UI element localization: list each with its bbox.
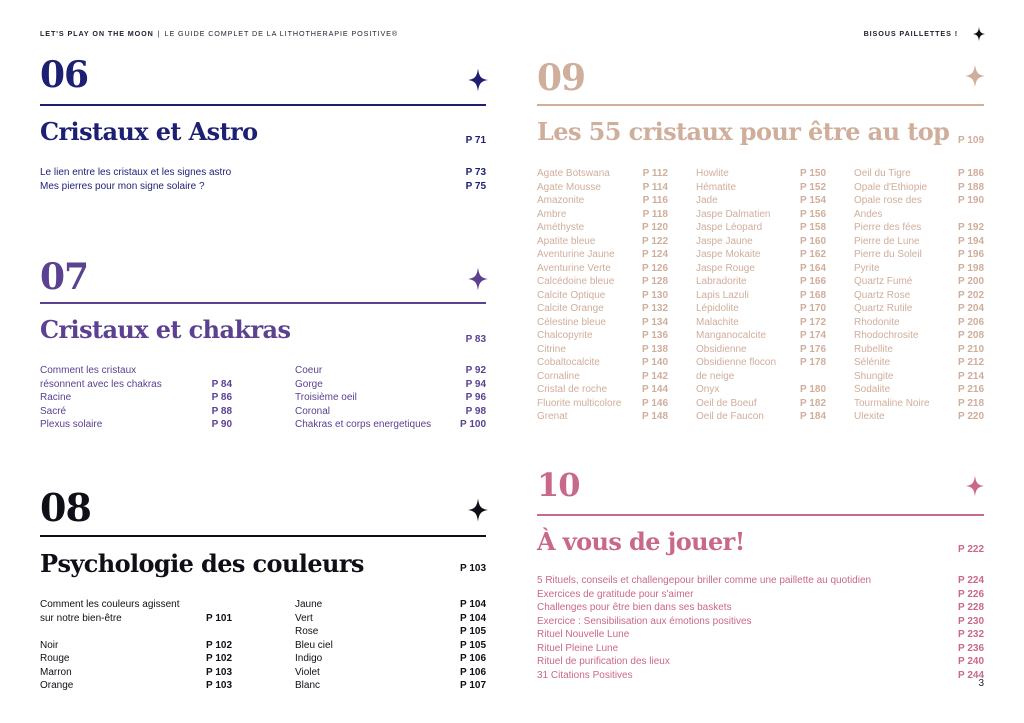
toc-item-label: Célestine bleue — [537, 316, 606, 328]
toc-item-page: P 156 — [800, 208, 826, 220]
toc-item-page: P 182 — [800, 397, 826, 409]
toc-item-label: Aventurine Verte — [537, 262, 611, 274]
toc-item-page: P 158 — [800, 222, 826, 233]
toc-item-page: P 210 — [958, 343, 984, 355]
section-10-number: 10 — [537, 466, 580, 504]
sparkle-icon — [966, 474, 984, 498]
toc-item-page: P 132 — [642, 303, 668, 314]
toc-item-label: Rituel de purification des lieux — [537, 656, 670, 667]
toc-item-label: Rhodonite — [854, 316, 900, 328]
toc-item-label: Pierre de Lune — [854, 235, 920, 247]
toc-item-label: Sodalite — [854, 384, 891, 395]
toc-item-page: P 142 — [642, 370, 668, 382]
toc-item-page: P 232 — [958, 629, 984, 640]
toc-item-label: Indigo — [295, 653, 323, 664]
toc-item-label: Pierre du Soleil — [854, 249, 922, 260]
toc-item-page: P 96 — [465, 392, 486, 403]
toc-item-page: P 196 — [958, 249, 984, 260]
toc-item-label: Sacré — [40, 405, 67, 417]
section-07-title: Cristaux et chakras — [40, 315, 291, 344]
toc-item-label: Lépidolite — [696, 303, 739, 314]
toc-item-label: Jaspe Jaune — [696, 235, 753, 247]
toc-item-page: P 150 — [800, 168, 826, 179]
toc-item-page: P 164 — [800, 262, 826, 274]
toc-item-label: Oeil du Tigre — [854, 168, 911, 179]
toc-item-page: P 168 — [800, 289, 826, 301]
toc-item-label: sur notre bien-être — [40, 612, 122, 624]
toc-item-page: P 188 — [958, 181, 984, 193]
toc-item-label: Calcite Optique — [537, 289, 606, 301]
toc-item-label: Oeil de Faucon — [696, 411, 764, 422]
toc-item-label: Manganocalcite — [696, 330, 767, 341]
toc-item-page: P 206 — [958, 316, 984, 328]
toc-item-label: Chakras et corps energetiques — [295, 419, 432, 430]
toc-item-label: Améthyste — [537, 222, 585, 233]
section-10-title: À vous de jouer! — [537, 527, 745, 556]
toc-item-page: P 112 — [642, 168, 668, 179]
toc-item-label: résonnent avec les chakras — [40, 378, 162, 390]
toc-item-label: Rouge — [40, 653, 70, 664]
toc-item-page: P 120 — [642, 222, 668, 233]
toc-item-page: P 105 — [460, 639, 486, 651]
toc-item-page: P 103 — [206, 666, 232, 678]
toc-item-page: P 176 — [800, 343, 826, 355]
toc-item-page: P 236 — [958, 642, 984, 654]
toc-item-label: Comment les couleurs agissent — [40, 599, 180, 610]
toc-item-page: P 138 — [642, 343, 668, 355]
toc-item-label: Rhodochrosite — [854, 330, 919, 341]
toc-item-page: P 212 — [958, 357, 984, 368]
toc-item-page: P 186 — [958, 168, 984, 179]
header-brand: LET'S PLAY ON THE MOON — [40, 29, 154, 38]
toc-item-label: Calcite Orange — [537, 303, 604, 314]
toc-item-page: P 194 — [958, 235, 984, 247]
section-06-page: P 71 — [465, 135, 486, 146]
toc-item-label: 31 Citations Positives — [537, 669, 633, 681]
toc-item-page: P 216 — [958, 384, 984, 395]
section-10-page: P 222 — [958, 544, 984, 555]
toc-item-label: Pyrite — [854, 262, 880, 274]
header-separator: | — [157, 29, 161, 38]
toc-item-label: Lapis Lazuli — [696, 289, 749, 301]
toc-item-page: P 230 — [958, 615, 984, 627]
toc-item-label: Ambre — [537, 208, 567, 220]
toc-item-label: Opale rose des — [854, 195, 922, 206]
toc-item-page: P 84 — [211, 378, 232, 390]
toc-item-label: Exercice : Sensibilisation aux émotions positives — [537, 615, 752, 627]
toc-item-label: 5 Rituels, conseils et challengepour briller comme une paillette au quotidien — [537, 575, 872, 586]
toc-item-page: P 178 — [800, 357, 826, 368]
toc-item-page: P 174 — [800, 330, 826, 341]
toc-item-page: P 144 — [642, 384, 668, 395]
toc-item-label: Cornaline — [537, 370, 580, 382]
section-06-rule — [40, 104, 486, 106]
toc-item-page: P 148 — [642, 411, 668, 422]
toc-item-label: Noir — [40, 639, 59, 651]
toc-item-label: Pierre des fées — [854, 222, 922, 233]
sparkle-icon — [973, 27, 985, 41]
toc-item-page: P 92 — [465, 365, 486, 376]
section-06-title: Cristaux et Astro — [40, 117, 258, 146]
toc-item-label: Cobaltocalcite — [537, 357, 600, 368]
toc-item-label: Rose — [295, 626, 319, 637]
toc-item-label: Ulexite — [854, 411, 885, 422]
toc-item-page: P 106 — [460, 666, 486, 678]
toc-item-label: Quartz Rose — [854, 289, 911, 301]
toc-item-label: Jaune — [295, 599, 323, 610]
toc-item-page: P 104 — [460, 612, 486, 624]
toc-item-page: P 130 — [642, 289, 668, 301]
toc-item-label: Malachite — [696, 316, 739, 328]
toc-item-page: P 240 — [958, 656, 984, 667]
toc-item-label: Obsidienne flocon — [696, 357, 777, 368]
toc-item-page: P 128 — [642, 276, 668, 287]
toc-item-label: Rubellite — [854, 343, 893, 355]
toc-item-page: P 114 — [642, 181, 668, 193]
toc-item-label: Challenges pour être bien dans ses baskets — [537, 602, 732, 613]
section-08-title: Psychologie des couleurs — [40, 549, 364, 578]
section-09-number: 09 — [537, 57, 586, 99]
toc-item-page: P 103 — [206, 680, 232, 691]
toc-item-page: P 198 — [958, 262, 984, 274]
toc-item-label: Andes — [854, 208, 883, 220]
toc-item-page: P 214 — [958, 370, 984, 382]
toc-item-page: P 208 — [958, 330, 984, 341]
toc-item-page: P 224 — [958, 575, 984, 586]
toc-item-page: P 140 — [642, 357, 668, 368]
toc-item-label: Oeil de Boeuf — [696, 397, 757, 409]
section-09-rule — [537, 104, 984, 106]
toc-item-label: Cristal de roche — [537, 384, 608, 395]
toc-item-page: P 122 — [642, 235, 668, 247]
toc-item-label: Hématite — [696, 181, 737, 193]
toc-item-label: Plexus solaire — [40, 419, 103, 430]
toc-item-label: Orange — [40, 680, 74, 691]
toc-item-page: P 102 — [206, 653, 232, 664]
toc-item-label: Vert — [295, 612, 313, 624]
toc-item-label: Mes pierres pour mon signe solaire ? — [40, 180, 205, 192]
toc-item-label: Coronal — [295, 405, 331, 417]
toc-item-label: Onyx — [696, 384, 720, 395]
toc-item-label: Quartz Fumé — [854, 276, 913, 287]
toc-item-label: de neige — [696, 370, 735, 382]
toc-item-label: Coeur — [295, 365, 323, 376]
toc-item-page: P 136 — [642, 330, 668, 341]
toc-item-page: P 124 — [642, 249, 668, 260]
toc-item-label: Jaspe Mokaite — [696, 249, 761, 260]
toc-item-label: Opale d'Ethiopie — [854, 181, 928, 193]
section-06-number: 06 — [40, 54, 89, 96]
toc-item-page: P 200 — [958, 276, 984, 287]
toc-item-page: P 172 — [800, 316, 826, 328]
toc-item-label: Apatite bleue — [537, 235, 596, 247]
toc-item-page: P 126 — [642, 262, 668, 274]
toc-item-label: Bleu ciel — [295, 639, 333, 651]
toc-item-page: P 104 — [460, 599, 486, 610]
toc-item-page: P 101 — [206, 612, 232, 624]
section-08-number: 08 — [40, 485, 91, 530]
toc-item-page: P 192 — [958, 222, 984, 233]
section-10-rule — [537, 514, 984, 516]
toc-item-page: P 107 — [460, 680, 486, 691]
toc-item-label: Calcédoine bleue — [537, 276, 615, 287]
toc-item-label: Jaspe Léopard — [696, 222, 763, 233]
toc-item-page: P 180 — [800, 384, 826, 395]
toc-item-page: P 106 — [460, 653, 486, 664]
section-09-title: Les 55 cristaux pour être au top — [537, 117, 950, 146]
toc-item-page: P 204 — [958, 303, 984, 314]
toc-item-page: P 146 — [642, 397, 668, 409]
toc-item-label: Exercices de gratitude pour s'aimer — [537, 588, 694, 600]
toc-item-label: Blanc — [295, 680, 321, 691]
toc-item-page: P 160 — [800, 235, 826, 247]
toc-item-page: P 75 — [465, 180, 486, 192]
toc-item-label: Sélénite — [854, 357, 891, 368]
toc-item-label: Shungite — [854, 370, 894, 382]
toc-item-page: P 226 — [958, 588, 984, 600]
toc-item-page: P 184 — [800, 411, 826, 422]
toc-item-page: P 98 — [465, 405, 486, 417]
toc-item-label: Le lien entre les cristaux et les signes astro — [40, 167, 232, 178]
section-07-page: P 83 — [465, 334, 486, 345]
toc-item-label: Rituel Nouvelle Lune — [537, 629, 630, 640]
toc-item-page: P 218 — [958, 397, 984, 409]
toc-item-page: P 116 — [642, 195, 668, 206]
toc-item-label: Racine — [40, 392, 72, 403]
toc-item-label: Gorge — [295, 378, 323, 390]
toc-item-label: Tourmaline Noire — [854, 397, 930, 409]
page-number: 3 — [978, 678, 984, 689]
sparkle-icon — [468, 497, 488, 523]
toc-item-page: P 244 — [958, 669, 984, 681]
toc-item-page: P 190 — [958, 195, 984, 206]
toc-item-label: Agate Mousse — [537, 181, 601, 193]
toc-item-label: Marron — [40, 666, 72, 678]
toc-item-page: P 170 — [800, 303, 826, 314]
toc-item-label: Aventurine Jaune — [537, 249, 615, 260]
toc-item-label: Obsidienne — [696, 343, 747, 355]
toc-item-page: P 100 — [460, 419, 486, 430]
section-08-rule — [40, 535, 486, 537]
toc-item-page: P 73 — [465, 167, 486, 178]
toc-item-page: P 94 — [465, 378, 486, 390]
toc-item-label: Grenat — [537, 411, 568, 422]
toc-item-label: Citrine — [537, 343, 566, 355]
toc-item-page: P 228 — [958, 602, 984, 613]
toc-item-label: Labradorite — [696, 276, 747, 287]
toc-item-label: Rituel Pleine Lune — [537, 642, 619, 654]
toc-item-page: P 162 — [800, 249, 826, 260]
toc-item-label: Howlite — [696, 168, 729, 179]
sparkle-icon — [965, 63, 985, 89]
toc-item-label: Amazonite — [537, 195, 585, 206]
toc-item-label: Troisième oeil — [295, 392, 357, 403]
toc-item-page: P 166 — [800, 276, 826, 287]
header-subtitle: LE GUIDE COMPLET DE LA LITHOTHERAPIE POSITIVE® — [164, 29, 399, 38]
toc-item-label: Comment les cristaux — [40, 365, 137, 376]
toc-item-page: P 154 — [800, 195, 826, 206]
toc-item-page: P 134 — [642, 316, 668, 328]
toc-item-label: Quartz Rutile — [854, 303, 913, 314]
running-header-left — [40, 29, 398, 38]
toc-item-label: Chalcopyrite — [537, 330, 593, 341]
toc-item-page: P 118 — [642, 208, 668, 220]
toc-item-page: P 90 — [211, 419, 232, 430]
toc-item-page: P 202 — [958, 289, 984, 301]
toc-item-label: Fluorite multicolore — [537, 397, 622, 409]
toc-item-page: P 105 — [460, 626, 486, 637]
toc-item-label: Agate Botswana — [537, 168, 610, 179]
toc-item-page: P 88 — [211, 405, 232, 417]
toc-item-label: Jaspe Rouge — [696, 262, 755, 274]
toc-item-label: Jaspe Dalmatien — [696, 208, 771, 220]
section-07-number: 07 — [40, 256, 89, 298]
running-header-right: BISOUS PAILLETTES ! — [863, 29, 958, 38]
section-08-page: P 103 — [460, 563, 486, 574]
toc-item-label: Violet — [295, 666, 320, 678]
toc-item-page: P 152 — [800, 181, 826, 193]
section-09-page: P 109 — [958, 135, 984, 146]
sparkle-icon — [468, 266, 488, 292]
sparkle-icon — [468, 67, 488, 93]
section-07-rule — [40, 302, 486, 304]
toc-item-page: P 86 — [211, 392, 232, 403]
toc-item-page: P 220 — [958, 411, 984, 422]
toc-item-label: Jade — [696, 195, 718, 206]
toc-item-page: P 102 — [206, 639, 232, 651]
